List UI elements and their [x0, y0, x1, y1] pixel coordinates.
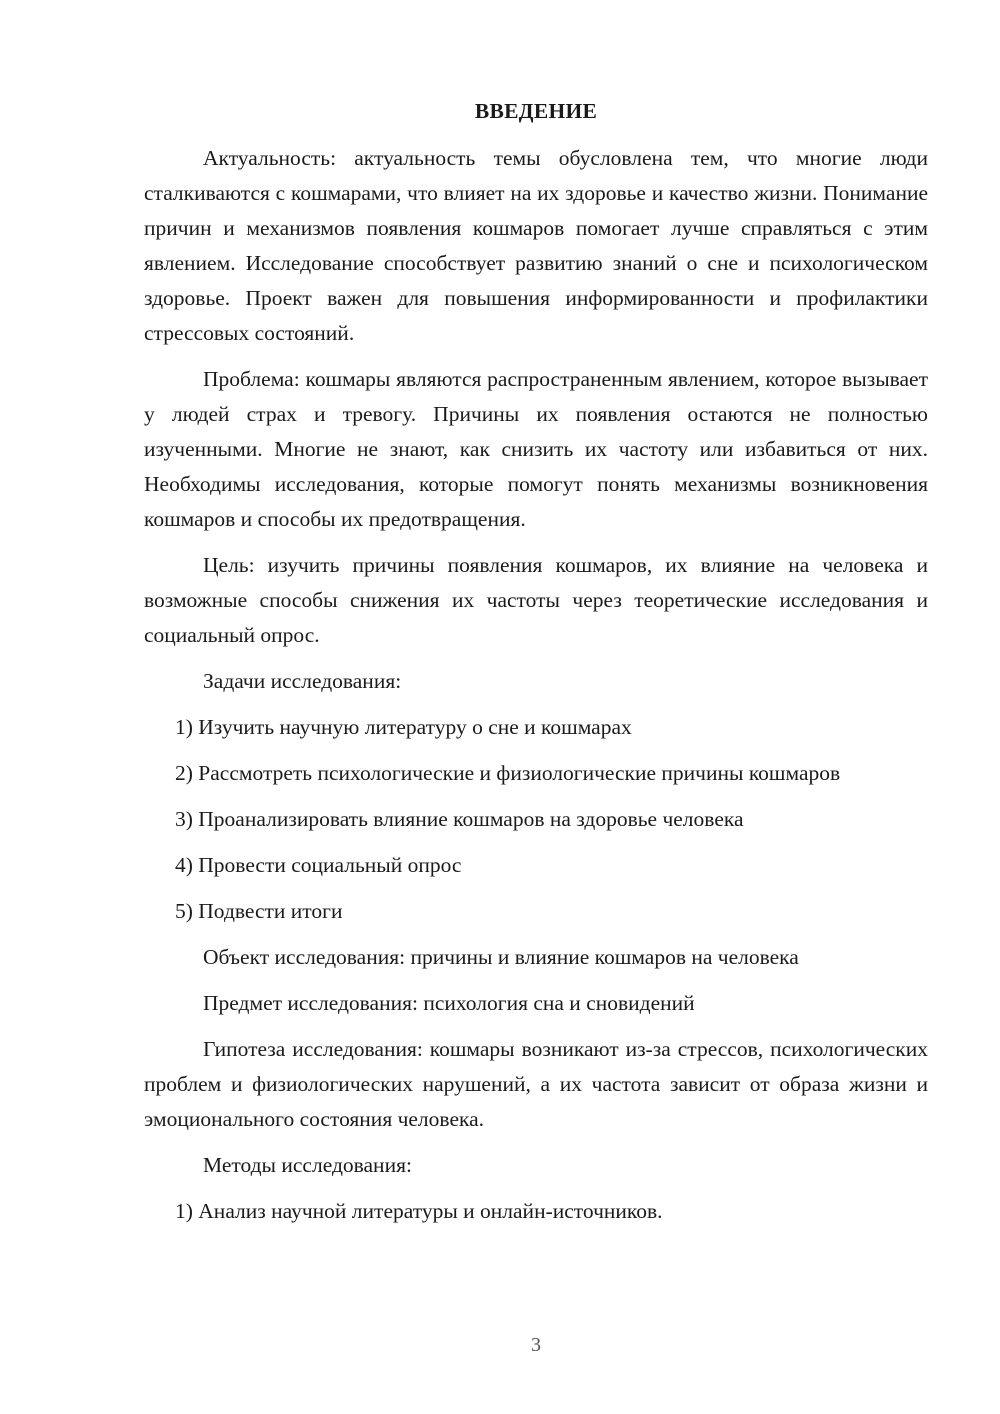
- paragraph-problem: Проблема: кошмары являются распространенным явлением, которое вызывает у людей страх и тревогу. Причины их появления остаются не полностью изученными. Многие не знают, как снизить их частоту или избавиться от них. Необходимы исследования, которые помогут понять механизмы возникновения кошмаров и способы их предотвращения.: [144, 367, 928, 531]
- document-page: [144, 94, 928, 1240]
- task-item-5: 5) Подвести итоги: [175, 899, 343, 923]
- page-number: 3: [531, 1334, 541, 1356]
- paragraph-goal: Цель: изучить причины появления кошмаров, их влияние на человека и возможные способы снижения их частоты через теоретические исследования и социальный опрос.: [144, 553, 928, 647]
- task-item-3: 3) Проанализировать влияние кошмаров на здоровье человека: [175, 807, 744, 831]
- method-item-1: 1) Анализ научной литературы и онлайн-источников.: [175, 1199, 663, 1223]
- paragraph-subject: Предмет исследования: психология сна и сновидений: [203, 991, 695, 1015]
- task-item-4: 4) Провести социальный опрос: [175, 853, 462, 877]
- paragraph-object: Объект исследования: причины и влияние кошмаров на человека: [203, 945, 799, 969]
- task-item-2: 2) Рассмотреть психологические и физиологические причины кошмаров: [175, 761, 841, 785]
- paragraph-hypothesis: Гипотеза исследования: кошмары возникают из-за стрессов, психологических проблем и физиологических нарушений, а их частота зависит от образа жизни и эмоционального состояния человека.: [144, 1037, 928, 1131]
- paragraph-relevance: Актуальность: актуальность темы обусловлена тем, что многие люди сталкиваются с кошмарами, что влияет на их здоровье и качество жизни. Понимание причин и механизмов появления кошмаров помогает лучше справляться с этим явлением. Исследование способствует развитию знаний о сне и психологическом здоровье. Проект важен для повышения информированности и профилактики стрессовых состояний.: [144, 146, 928, 345]
- tasks-heading: Задачи исследования:: [203, 669, 402, 693]
- methods-heading: Методы исследования:: [203, 1153, 412, 1177]
- task-item-1: 1) Изучить научную литературу о сне и кошмарах: [175, 715, 632, 739]
- document-title: ВВЕДЕНИЕ: [474, 99, 598, 123]
